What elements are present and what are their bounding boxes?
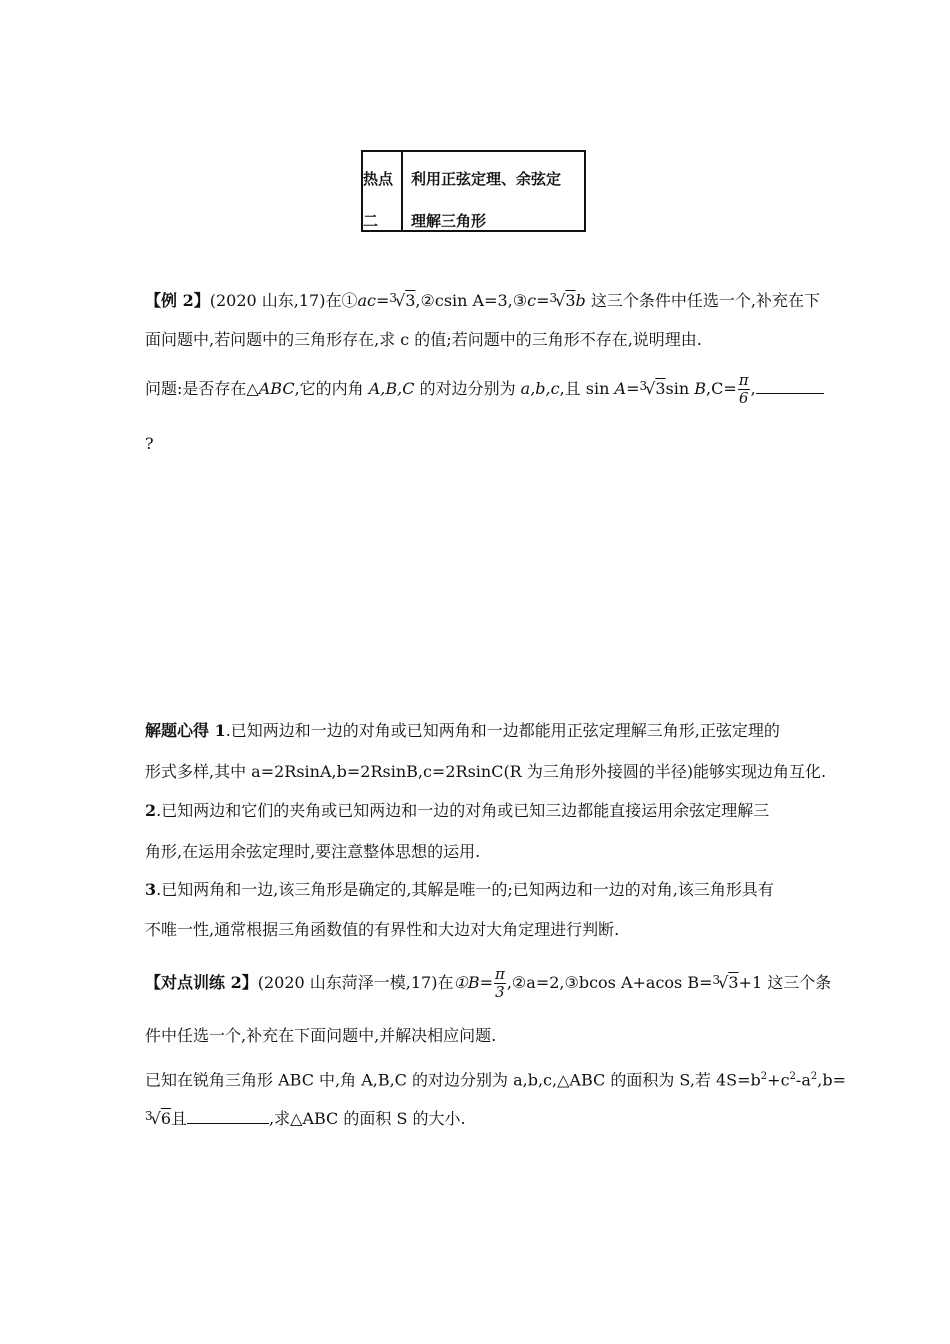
condition3-expr: c= xyxy=(527,291,550,310)
tips-line1 xyxy=(145,719,780,743)
hotspot-title-line1: 利用正弦定理、余弦定 xyxy=(411,170,562,188)
condition1-expr: ac= xyxy=(357,291,390,310)
question-end: ? xyxy=(145,434,154,453)
condition3-value: 3 xyxy=(565,291,576,310)
tips-line3 xyxy=(145,799,769,823)
training2-source: (2020 山东菏泽一模,17)在 xyxy=(257,973,454,992)
question-mid3: ,且 sin xyxy=(559,379,615,398)
condition2-expr: csin A=3, xyxy=(434,291,513,310)
question-sin: sin xyxy=(665,379,695,398)
tips-item1-line2: 形式多样,其中 a=2RsinA,b=2RsinB,c=2RsinC(R 为三角形外接圆的半径)能够实现边角互化. xyxy=(145,762,827,781)
question-mid: ,它的内角 xyxy=(294,379,369,398)
superscript: 2 xyxy=(810,1071,818,1082)
training2-line3-c: -a xyxy=(795,1070,811,1090)
radical-icon: 3 xyxy=(549,291,558,305)
training2-tail: +1 这三个条 xyxy=(738,973,832,992)
training2-line1: 【对点训练 2】(2020 山东菏泽一模,17)在①B= $\frac{\pi}{3}$ ,②a=2,③bcos A+acos B=$^3$√3+1 这三个条 xyxy=(145,965,832,1001)
training2-line3 xyxy=(145,1065,846,1092)
example2-line1: 【例 2】(2020 山东,17)在①ac=$^3$√3,②csin A=3,③c=$^3$√3b 这三个条件中任选一个,补充在下 xyxy=(145,291,820,310)
question-angle-a: A xyxy=(614,379,627,398)
example2-line2: 面问题中,若问题中的三角形存在,求 c 的值;若问题中的三角形不存在,说明理由. xyxy=(145,330,702,349)
training2-line3-b: +c xyxy=(767,1070,790,1090)
tips-number-2: 2 xyxy=(145,801,157,820)
answer-blank[interactable] xyxy=(187,1109,269,1124)
fraction-numerator: π xyxy=(494,965,505,983)
tips-item1-line1: .已知两边和一边的对角或已知两角和一边都能用正弦定理解三角形,正弦定理的 xyxy=(225,721,780,740)
question-equals: = xyxy=(626,379,640,398)
question-c: ,C= xyxy=(705,379,737,398)
question-mid2: 的对边分别为 xyxy=(414,379,521,398)
training2-line3-a: 已知在锐角三角形 ABC 中,角 A,B,C 的对边分别为 a,b,c,△ABC 的面积为 S,若 4S=b xyxy=(145,1070,761,1090)
superscript: 2 xyxy=(789,1071,796,1082)
question-root: 3 xyxy=(655,379,666,398)
tips-item3-line1: .已知两角和一边,该三角形是确定的,其解是唯一的;已知两边和一边的对角,该三角形具有 xyxy=(156,880,774,899)
question-comma: , xyxy=(750,379,756,398)
training2-condition1: ①B= xyxy=(453,973,493,992)
training2-line3-d: ,b= xyxy=(817,1070,846,1090)
condition1-mark: ① xyxy=(341,291,358,310)
training2-root6: 6 xyxy=(160,1109,172,1128)
question-fraction xyxy=(738,372,750,407)
training2-line4: $^3$√6且 ,求△ABC 的面积 S 的大小. xyxy=(145,1109,466,1128)
radical-icon: 3 xyxy=(389,291,398,305)
hotspot-title xyxy=(403,152,584,230)
tips-number-1: 1 xyxy=(214,721,226,740)
hotspot-title-line2: 理解三角形 xyxy=(411,212,487,230)
radical-icon: 3 xyxy=(639,379,648,393)
condition2-mark: ,② xyxy=(415,291,435,310)
hotspot-label xyxy=(363,152,403,230)
fraction-numerator: π xyxy=(738,371,749,389)
tips-item3-line2: 不唯一性,通常根据三角函数值的有界性和大边对大角定理进行判断. xyxy=(145,920,620,939)
question-prefix: 问题:是否存在△ xyxy=(145,379,259,398)
tips-number-3: 3 xyxy=(145,880,157,899)
fraction-denominator: 6 xyxy=(738,389,749,407)
training2-condition2: ,②a=2,③bcos A+acos B= xyxy=(506,973,713,992)
superscript: 2 xyxy=(760,1071,768,1082)
training2-root: 3 xyxy=(728,973,739,992)
answer-blank[interactable] xyxy=(756,379,824,394)
fraction-denominator: 3 xyxy=(495,983,505,1001)
example2-source: (2020 山东,17)在 xyxy=(209,291,342,310)
training2-line4-a: 且 xyxy=(171,1109,188,1128)
training2-tag: 【对点训练 2】 xyxy=(145,973,258,992)
hotspot-header xyxy=(361,150,586,232)
radical-icon: 3 xyxy=(145,1109,153,1123)
hotspot-label-line2: 二 xyxy=(363,212,379,230)
question-triangle: ABC xyxy=(258,379,295,398)
tips-item2-line2: 角形,在运用余弦定理时,要注意整体思想的运用. xyxy=(145,842,481,861)
training2-line4-b: ,求△ABC 的面积 S 的大小. xyxy=(269,1109,466,1128)
condition3-tail: b xyxy=(575,291,586,310)
hotspot-label-line1: 热点 xyxy=(363,170,394,188)
example2-line1-tail: 这三个条件中任选一个,补充在下 xyxy=(590,291,820,310)
question-sides: a,b,c xyxy=(520,379,560,398)
example2-tag: 【例 2】 xyxy=(145,291,210,310)
question-angles: A,B,C xyxy=(368,379,415,398)
condition1-value: 3 xyxy=(405,291,416,310)
tips-line5 xyxy=(145,878,774,902)
training2-fraction xyxy=(494,966,506,1001)
question-angle-b: B xyxy=(694,379,706,398)
tips-heading: 解题心得 xyxy=(145,721,215,740)
condition3-mark: ③ xyxy=(512,291,528,310)
example2-question: 问题:是否存在△ABC,它的内角 A,B,C 的对边分别为 a,b,c,且 sin A=$^3$√3sin B,C= $\frac{\pi}{6}$ , xyxy=(145,372,824,407)
tips-item2-line1: .已知两边和它们的夹角或已知两边和一边的对角或已知三边都能直接运用余弦定理解三 xyxy=(156,801,770,820)
radical-icon: 3 xyxy=(712,973,721,987)
training2-line2: 件中任选一个,补充在下面问题中,并解决相应问题. xyxy=(145,1026,497,1045)
